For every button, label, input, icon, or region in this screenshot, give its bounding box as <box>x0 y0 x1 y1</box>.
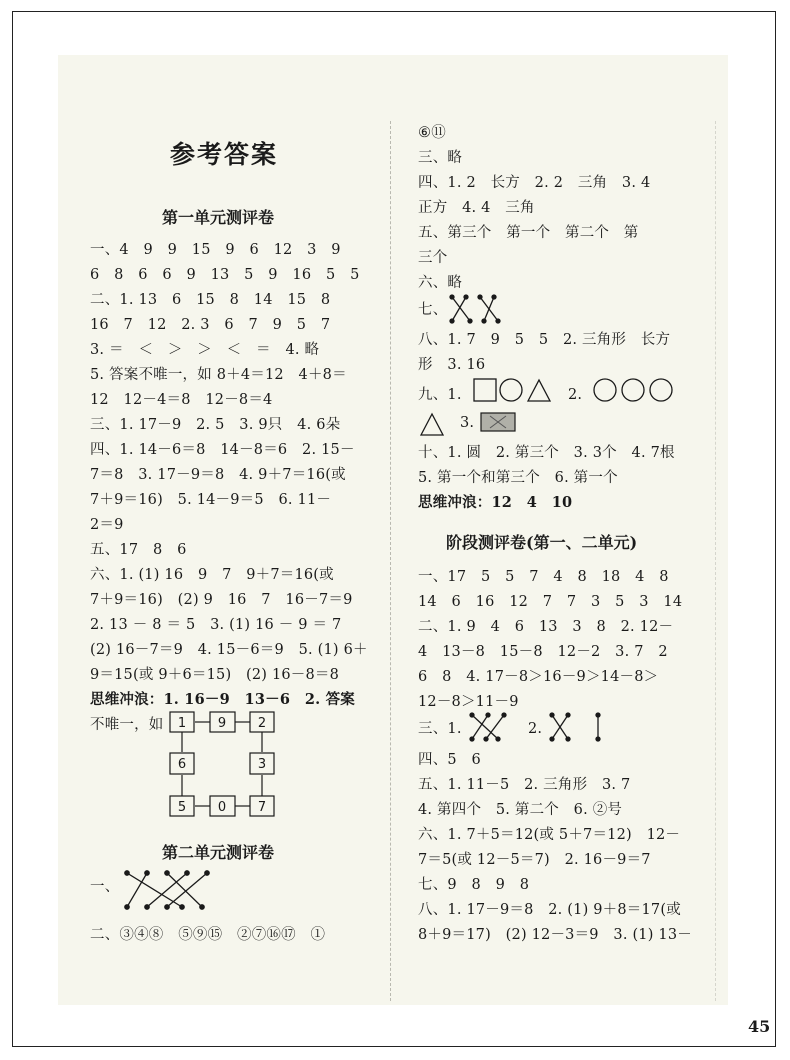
grid-number: 1 <box>177 716 187 731</box>
q9-shaded-rect <box>480 411 520 435</box>
unit1-line: 12 12－4＝8 12－8＝4 <box>90 392 273 408</box>
triangle-shape <box>421 414 443 435</box>
circle-shape <box>650 379 672 401</box>
matching-diagram <box>122 867 222 913</box>
stage-test-title: 阶段测评卷(第一、二单元) <box>446 533 638 552</box>
unit1-line: 一、4 9 9 15 9 6 12 3 9 <box>90 242 341 258</box>
q9-shapes-1 <box>473 377 553 407</box>
stage-line: 六、1. 7＋5＝12(或 5＋7＝12) 12－ <box>418 827 681 843</box>
circle-shape <box>594 379 616 401</box>
unit2-q1-label: 一、 <box>90 879 120 895</box>
answer-line: 四、1. 2 长方 2. 2 三角 3. 4 <box>418 175 651 191</box>
circle-shape <box>622 379 644 401</box>
answer-line: 六、略 <box>418 275 463 291</box>
unit1-line: 3. ＝ ＜ ＞ ＞ ＜ ＝ 4. 略 <box>90 342 320 358</box>
answer-line: 三个 <box>418 250 448 266</box>
stage-q3-label: 三、1. <box>418 721 462 737</box>
unit1-line: 16 7 12 2. 3 6 7 9 5 7 <box>90 317 331 333</box>
q9-label: 九、1. <box>418 387 462 403</box>
unit1-line: 五、17 8 6 <box>90 542 187 558</box>
unit1-line: 7＋9＝16) 5. 14－9＝5 6. 11－ <box>90 492 332 508</box>
answer-line: 5. 第一个和第三个 6. 第一个 <box>418 470 618 486</box>
answer-line: 思维冲浪：12 4 10 <box>418 494 573 511</box>
stage-q3-label-2: 2. <box>528 721 543 737</box>
grid-number: 3 <box>257 757 267 772</box>
grid-number: 9 <box>217 716 227 731</box>
square-shape <box>474 379 496 401</box>
unit2-title: 第二单元测评卷 <box>162 843 275 862</box>
unit1-line: 四、1. 14－6＝8 14－8＝6 2. 15－ <box>90 442 355 458</box>
stage-line: 7＝5(或 12－5＝7) 2. 16－9＝7 <box>418 852 651 868</box>
grid-number: 0 <box>217 800 227 815</box>
q9-label-2: 2. <box>568 387 583 403</box>
triangle-shape <box>528 380 550 401</box>
page-edge-rule <box>715 121 716 1001</box>
unit1-line: 6 8 6 6 9 13 5 9 16 5 5 <box>90 267 360 283</box>
unit1-line: 7＋9＝16) (2) 9 16 7 16－7＝9 <box>90 592 353 608</box>
page-title: 参考答案 <box>170 140 279 169</box>
unit1-line: 思维冲浪：1. 16－9 13－6 2. 答案 <box>90 691 356 708</box>
stage-line: 6 8 4. 17－8＞16－9＞14－8＞ <box>418 669 659 685</box>
q9-label-3: 3. <box>460 415 475 431</box>
answer-page <box>58 55 771 1036</box>
unit1-line: 5. 答案不唯一，如 8＋4＝12 4＋8＝ <box>90 367 347 383</box>
q7-label: 七、 <box>418 302 448 318</box>
unit1-line: (2) 16－7＝9 4. 15－6＝9 5. (1) 6＋ <box>90 642 368 658</box>
stage-line: 七、9 8 9 8 <box>418 877 530 893</box>
stage-q3-diagram-1 <box>468 711 518 743</box>
unit1-line: 三、1. 17－9 2. 5 3. 9只 4. 6朵 <box>90 417 341 433</box>
unit1-line: 二、1. 13 6 15 8 14 15 8 <box>90 292 331 308</box>
unit1-title: 第一单元测评卷 <box>162 208 275 227</box>
stage-line: 八、1. 17－9＝8 2. (1) 9＋8＝17(或 <box>418 902 681 918</box>
stage-line: 四、5 6 <box>418 752 481 768</box>
unit1-line: 六、1. (1) 16 9 7 9＋7＝16(或 <box>90 567 334 583</box>
number-box-grid <box>170 710 310 825</box>
q9-shapes-2 <box>593 377 683 407</box>
grid-number: 2 <box>257 716 267 731</box>
circle-shape <box>500 379 522 401</box>
stage-line: 二、1. 9 4 6 13 3 8 2. 12－ <box>418 619 674 635</box>
answer-line: 八、1. 7 9 5 5 2. 三角形 长方 <box>418 332 671 348</box>
stage-line: 4. 第四个 5. 第二个 6. ②号 <box>418 802 623 818</box>
q9-triangle <box>420 411 450 437</box>
stage-line: 五、1. 11－5 2. 三角形 3. 7 <box>418 777 631 793</box>
page-number: 45 <box>748 1017 771 1036</box>
answer-line: 五、第三个 第一个 第二个 第 <box>418 225 639 241</box>
unit1-line: 不唯一，如 <box>90 717 164 733</box>
stage-line: 8＋9＝17) (2) 12－3＝9 3. (1) 13－ <box>418 927 692 943</box>
grid-number: 5 <box>177 800 187 815</box>
column-divider <box>390 121 391 1001</box>
answer-line: 形 3. 16 <box>418 357 486 373</box>
q7-matching-diagram <box>448 293 508 327</box>
unit2-line: 二、③④⑧ ⑤⑨⑮ ②⑦⑯⑰ ① <box>90 927 326 943</box>
unit1-line: 9＝15(或 9＋6＝15) (2) 16－8＝8 <box>90 667 340 683</box>
stage-line: 12－8＞11－9 <box>418 694 519 710</box>
stage-line: 4 13－8 15－8 12－2 3. 7 2 <box>418 644 668 660</box>
answer-line: 十、1. 圆 2. 第三个 3. 3个 4. 7根 <box>418 445 675 461</box>
stage-line: 一、17 5 5 7 4 8 18 4 8 <box>418 569 669 585</box>
stage-q3-diagram-2 <box>548 711 618 743</box>
answer-line: 三、略 <box>418 150 463 166</box>
answer-line: 正方 4. 4 三角 <box>418 200 535 216</box>
grid-number: 7 <box>257 800 267 815</box>
answer-line: ⑥⑪ <box>418 125 446 141</box>
unit1-line: 7＝8 3. 17－9＝8 4. 9＋7＝16(或 <box>90 467 346 483</box>
unit1-line: 2＝9 <box>90 517 124 533</box>
grid-number: 6 <box>177 757 187 772</box>
unit1-line: 2. 13 － 8 ＝ 5 3. (1) 16 － 9 ＝ 7 <box>90 617 342 633</box>
stage-line: 14 6 16 12 7 7 3 5 3 14 <box>418 594 683 610</box>
